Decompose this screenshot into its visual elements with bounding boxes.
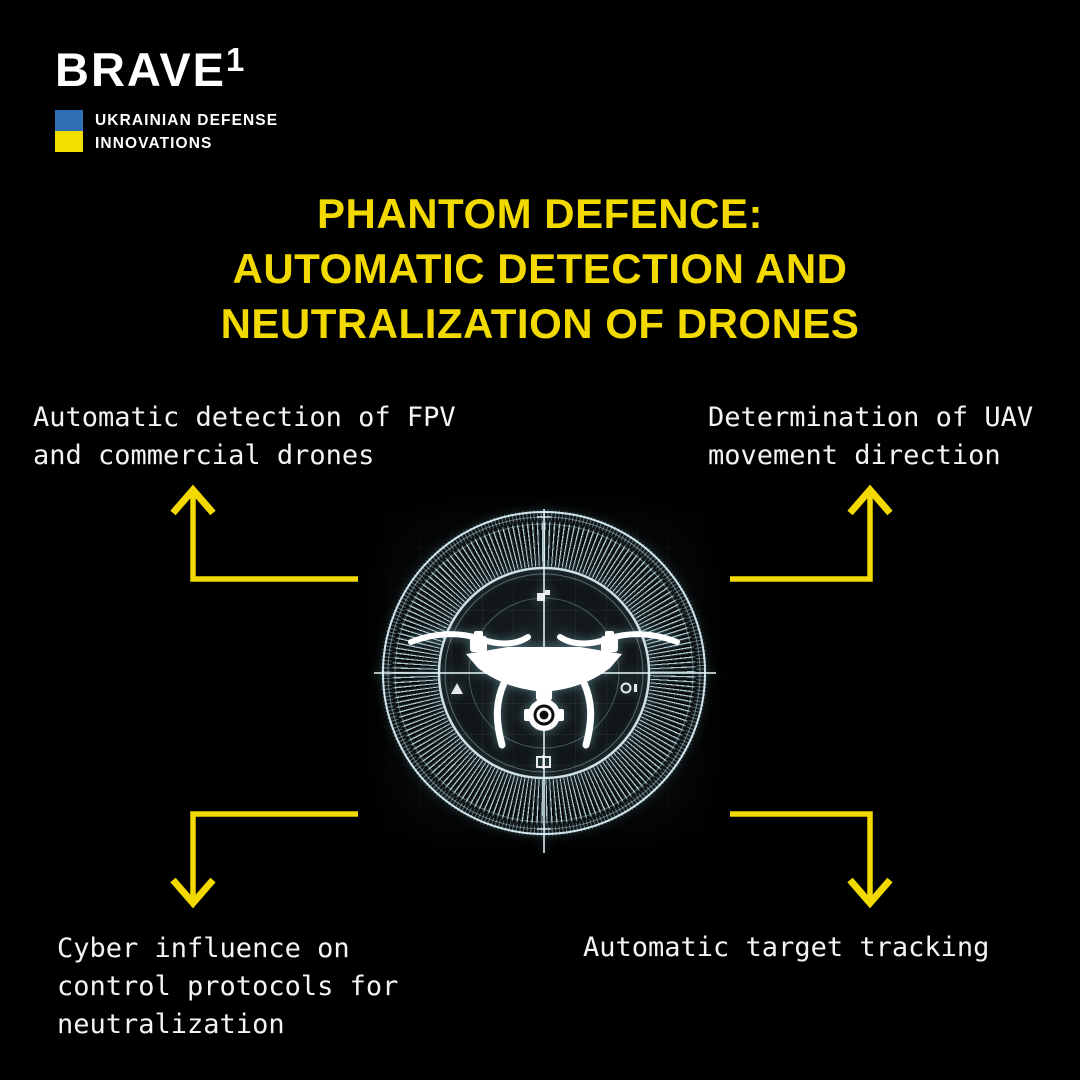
arrow-bottom-left-icon [170,806,375,911]
page-title [0,186,1080,351]
feature-line: movement direction [708,440,1001,471]
logo-brave-text: BRAVE [55,43,227,96]
feature-line: neutralization [57,1009,285,1040]
logo-wordmark [55,41,278,101]
tagline-line-2: INNOVATIONS [95,134,213,152]
ukraine-flag-icon [55,110,83,152]
brand-tagline [95,110,278,155]
feature-line: and commercial drones [33,440,375,471]
feature-line: Automatic target tracking [583,932,990,963]
feature-line: Automatic detection of FPV [33,402,456,433]
title-line-2: AUTOMATIC DETECTION AND [232,245,848,292]
arrow-top-left-icon [170,482,375,587]
feature-top-right [708,399,1033,475]
title-line-1: PHANTOM DEFENCE: [317,190,763,237]
title-line-3: NEUTRALIZATION OF DRONES [220,300,860,347]
feature-line: Determination of UAV [708,402,1034,433]
drone-silhouette-icon [411,631,677,745]
feature-bottom-right [583,929,989,967]
radar-reticle-icon [358,487,730,859]
tagline-line-1: UKRAINIAN DEFENSE [95,112,279,129]
feature-line: control protocols for [57,971,399,1002]
brand-logo [55,41,279,155]
logo-superscript-one: 1 [226,41,245,78]
feature-top-left [33,399,456,475]
feature-line: Cyber influence on [57,933,350,964]
feature-bottom-left [57,930,398,1044]
drone-radar-image [358,487,730,859]
